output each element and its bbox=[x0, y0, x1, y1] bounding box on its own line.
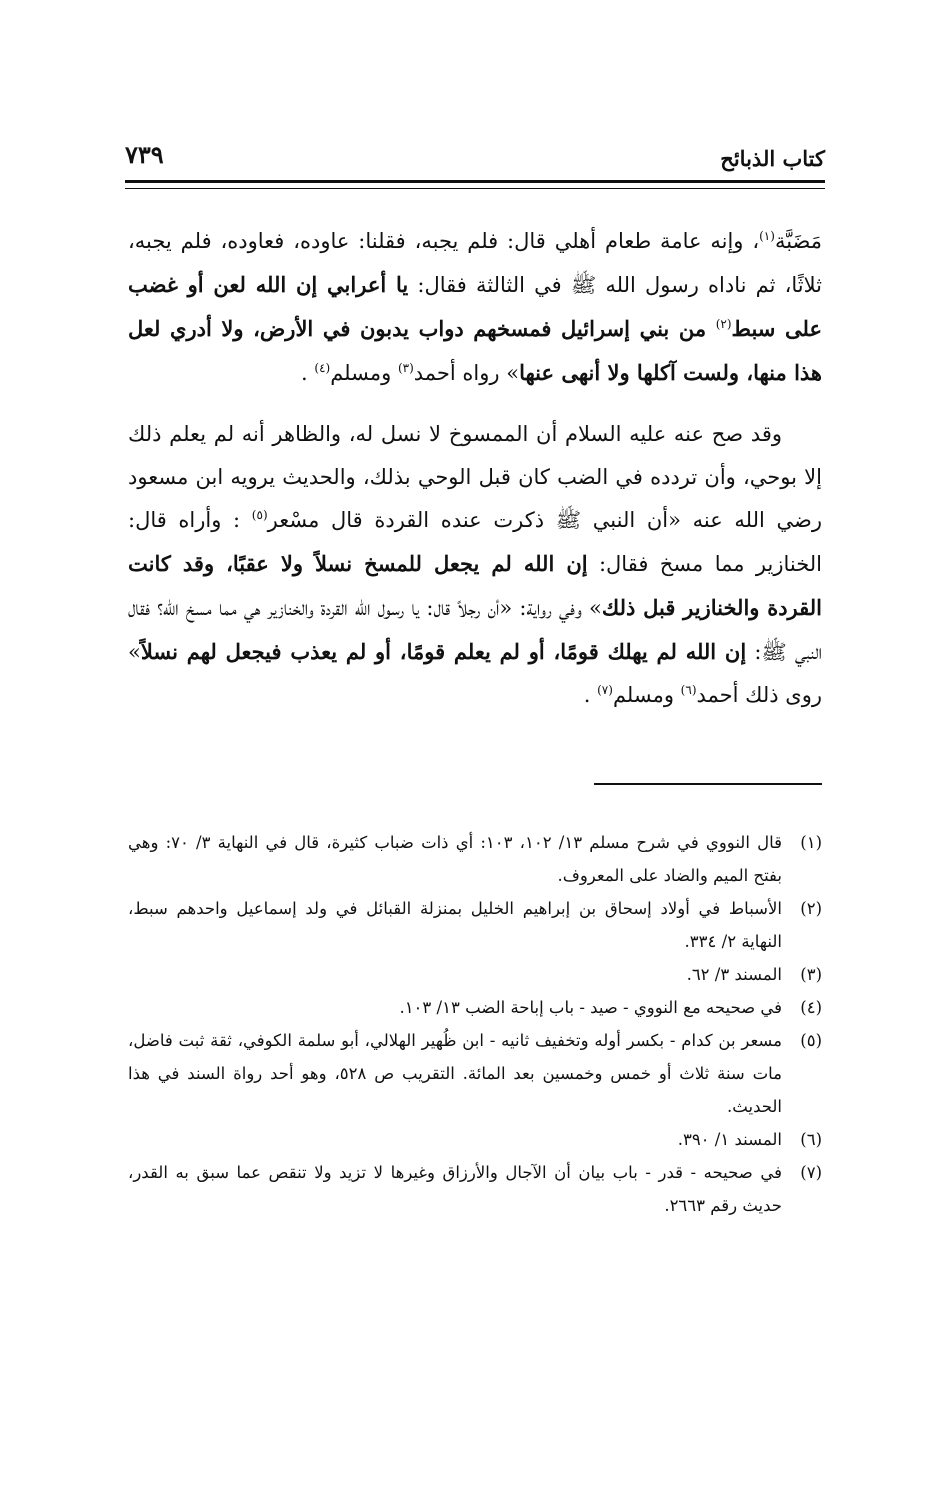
header-rule-thin bbox=[125, 188, 825, 189]
footnote-ref: (٦) bbox=[680, 683, 697, 697]
main-text bbox=[128, 220, 822, 717]
text-run: ، وإنه عامة طعام أهلي قال: فلم يجبه، فقلنا: عاوده، فعاوده، فلم يجبه، ثلاثًا، ثم ناداه رسول الله ﷺ في الثالثة فقال: bbox=[128, 229, 823, 297]
footnote-item bbox=[128, 958, 822, 991]
footnote-text: الأسباط في أولاد إسحاق بن إبراهيم الخليل بمنزلة القبائل في ولد إسماعيل واحدهم سبط، النهاية ٢/ ٣٣٤. bbox=[128, 899, 782, 951]
text-run: » روى ذلك أحمد bbox=[128, 640, 822, 707]
footnote-number: (٦) bbox=[800, 1130, 822, 1149]
footnotes bbox=[128, 826, 822, 1222]
footnote-number: (٢) bbox=[800, 899, 822, 918]
footnote-separator bbox=[594, 783, 822, 785]
text-run: وقد صح عنه عليه السلام أن الممسوخ لا نسل له، والظاهر أنه لم يعلم ذلك إلا بوحي، وأن تردده في الضب كان قبل الوحي بذلك، والحديث يرويه ابن مسعود رضي الله عنه «أن النبي ﷺ ذكرت عنده القردة قال مسْعر bbox=[128, 422, 822, 532]
page-number: ٧٣٩ bbox=[125, 140, 164, 169]
footnote-text: قال النووي في شرح مسلم ١٣/ ١٠٢، ١٠٣: أي ذات ضباب كثيرة، قال في النهاية ٣/ ٧٠: وهي بفتح الميم والضاد على المعروف. bbox=[128, 833, 782, 885]
text-run: . bbox=[583, 683, 598, 707]
header-rule-thick bbox=[125, 180, 825, 183]
footnote-item bbox=[128, 1024, 822, 1123]
footnote-item bbox=[128, 1123, 822, 1156]
footnote-number: (٣) bbox=[800, 965, 822, 984]
footnote-number: (٥) bbox=[800, 1031, 822, 1050]
text-run: » وفي رواية: «أن رجلاً قال: يا رسول الله القردة والخنازير هي مما مسخ الله؟ فقال النبي ﷺ: bbox=[128, 596, 822, 664]
footnote-ref: (٧) bbox=[597, 683, 613, 697]
text-run: مَضَبَّة bbox=[774, 229, 822, 253]
footnote-text: مسعر بن كدام - بكسر أوله وتخفيف ثانيه - ابن ظُهير الهلالي، أبو سلمة الكوفي، ثقة ثبت فاضل، مات سنة ثلاث أو خمس وخمسين بعد المائة. التقريب ص ٥٢٨، وهو أحد رواة السند في هذا الحديث. bbox=[128, 1031, 782, 1116]
footnote-ref: (١) bbox=[759, 229, 775, 243]
footnote-ref: (٤) bbox=[314, 361, 331, 375]
footnote-text: المسند ٣/ ٦٢. bbox=[686, 965, 782, 984]
footnote-item bbox=[128, 892, 822, 958]
page-header bbox=[125, 138, 825, 178]
footnote-text: المسند ١/ ٣٩٠. bbox=[677, 1130, 782, 1149]
paragraph-2 bbox=[128, 413, 822, 717]
footnote-item bbox=[128, 826, 822, 892]
footnote-text: في صحيحه مع النووي - صيد - باب إباحة الضب ١٣/ ١٠٣. bbox=[399, 998, 782, 1017]
footnote-text: في صحيحه - قدر - باب بيان أن الآجال والأرزاق وغيرها لا تزيد ولا تنقص عما سبق به القدر، حديث رقم ٢٦٦٣. bbox=[128, 1163, 782, 1215]
footnote-ref: (٢) bbox=[715, 317, 732, 331]
text-run: ومسلم bbox=[330, 361, 398, 385]
text-run: » رواه أحمد bbox=[413, 361, 520, 385]
hadith-quote: من بني إسرائيل فمسخهم دواب يدبون في الأرض، ولا أدري لعل هذا منها، ولست آكلها ولا أنهى عنها bbox=[128, 316, 822, 385]
hadith-quote: يا أعرابي إن الله لعن أو غضب على سبط bbox=[128, 272, 822, 341]
footnote-ref: (٣) bbox=[397, 361, 414, 375]
paragraph-1 bbox=[128, 220, 822, 395]
footnote-item bbox=[128, 1156, 822, 1222]
running-title: كتاب الذبائح bbox=[720, 146, 825, 171]
hadith-quote: إن الله لم يهلك قومًا، أو لم يعلم قومًا، أو لم يعذب فيجعل لهم نسلاً bbox=[140, 639, 747, 664]
footnote-item bbox=[128, 991, 822, 1024]
footnote-ref: (٥) bbox=[251, 508, 268, 522]
text-run: : وأراه قال: الخنازير مما مسخ فقال: bbox=[128, 508, 822, 576]
hadith-quote: إن الله لم يجعل للمسخ نسلاً ولا عقبًا، وقد كانت القردة والخنازير قبل ذلك bbox=[128, 551, 822, 620]
text-run: ومسلم bbox=[612, 683, 681, 707]
text-run: . bbox=[301, 361, 315, 385]
footnote-number: (٧) bbox=[800, 1163, 822, 1182]
footnote-number: (٤) bbox=[800, 998, 822, 1017]
footnote-number: (١) bbox=[800, 833, 822, 852]
